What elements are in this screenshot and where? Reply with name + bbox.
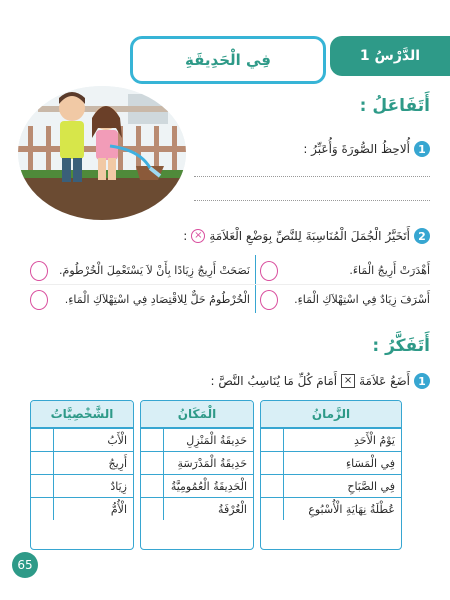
- checkbox-cell[interactable]: [261, 475, 284, 497]
- table-header: الزَّمانُ: [261, 401, 401, 428]
- table-row: [31, 474, 133, 497]
- table-cell: الْأُمُّ: [110, 502, 127, 516]
- think-question-text-a: أَضَعُ عَلاَمَةَ: [359, 374, 410, 388]
- table-cell: الْغُرْفَةُ: [218, 502, 247, 516]
- lesson-banner: [330, 36, 450, 76]
- checkbox-cell[interactable]: [261, 429, 284, 451]
- lesson-title: فِي الْحَدِيقَةِ: [185, 51, 271, 69]
- checkbox-cell[interactable]: [141, 429, 164, 451]
- think-question-row: [150, 372, 430, 390]
- answer-line-1[interactable]: [194, 176, 430, 177]
- table-row: [31, 497, 133, 520]
- lesson-label: الدَّرْسُ 1: [359, 48, 421, 64]
- table-header: الشَّخْصِيَّاتُ: [31, 401, 133, 428]
- checkbox-cell[interactable]: [141, 475, 164, 497]
- answer-oval[interactable]: [260, 261, 278, 281]
- answer-oval[interactable]: [30, 261, 48, 281]
- question-1-row: [200, 140, 430, 158]
- table-row: [31, 428, 133, 451]
- sentence-option: أَهْدَرَتْ أَرِيجُ الْمَاءَ.: [349, 263, 430, 277]
- sentence-option: نَصَحَتْ أَرِيجُ زِيَادًا بِأَنْ لاَ يَسْتَعْمِلَ الْخُرْطُومَ.: [59, 263, 250, 277]
- think-question-text-b: أَمَامَ كُلِّ مَا يُنَاسِبُ النَّصَّ :: [210, 374, 338, 388]
- x-box-icon: ×: [341, 374, 355, 388]
- answer-oval[interactable]: [30, 290, 48, 310]
- table-cell: الْأَبُ: [107, 433, 127, 447]
- question-2-colon: :: [183, 229, 188, 243]
- sentence-choices: [30, 255, 430, 315]
- question-2-row: [20, 226, 430, 246]
- table-cell: حَدِيقَةُ الْمَدْرَسَةِ: [177, 456, 247, 470]
- table-cell: عُطْلَةُ نِهَايَةِ الْأُسْبُوعِ: [308, 502, 395, 516]
- table-row: [261, 474, 401, 497]
- choices-row-divider: [30, 284, 430, 285]
- lesson-title-box: [130, 36, 326, 84]
- table-cell: زِيَادٌ: [110, 479, 127, 493]
- question-1-number: 1: [414, 141, 430, 157]
- sentence-option: الْخُرْطُومُ حَلٌّ لِلاقْتِصَادِ فِي اسْتِهْلاَكِ الْمَاءِ.: [64, 292, 250, 306]
- answer-line-2[interactable]: [194, 200, 430, 201]
- x-mark-icon: ×: [191, 229, 205, 243]
- question-1-text: أُلاحِظُ الصُّورَةَ وَأُعَبِّرُ :: [303, 142, 410, 156]
- table-row: [141, 474, 253, 497]
- table-row: [261, 428, 401, 451]
- answer-oval[interactable]: [260, 290, 278, 310]
- table-row: [261, 451, 401, 474]
- question-2-text: أَتَخَيَّرُ الْجُمَلَ الْمُنَاسِبَةَ لِلنَّصِّ بِوَضْعِ الْعَلاَمَةِ: [209, 229, 410, 243]
- table-characters: [30, 400, 134, 550]
- checkbox-cell[interactable]: [141, 498, 164, 520]
- checkbox-cell[interactable]: [261, 452, 284, 474]
- think-question-number: 1: [414, 373, 430, 389]
- checkbox-cell[interactable]: [31, 498, 54, 520]
- table-place: [140, 400, 254, 550]
- question-2-number: 2: [414, 228, 430, 244]
- table-cell: حَدِيقَةُ الْمَنْزِلِ: [186, 433, 247, 447]
- table-row: [31, 451, 133, 474]
- table-cell: أَرِيجُ: [108, 456, 127, 470]
- checkbox-cell[interactable]: [261, 498, 284, 520]
- checkbox-cell[interactable]: [141, 452, 164, 474]
- table-row: [141, 451, 253, 474]
- table-row: [141, 497, 253, 520]
- table-cell: الْحَدِيقَةُ الْعُمُومِيَّةُ: [170, 479, 247, 493]
- table-cell: يَوْمُ الْأَحَدِ: [354, 433, 395, 447]
- checkbox-cell[interactable]: [31, 475, 54, 497]
- checkbox-cell[interactable]: [31, 452, 54, 474]
- table-cell: فِي الْمَسَاءِ: [345, 456, 395, 470]
- page-number: 65: [12, 552, 38, 578]
- table-header: الْمَكَانُ: [141, 401, 253, 428]
- checkbox-cell[interactable]: [31, 429, 54, 451]
- garden-illustration: [18, 86, 186, 220]
- interact-heading: أَتَفَاعَلُ :: [359, 96, 430, 116]
- table-row: [261, 497, 401, 520]
- sentence-option: أَسْرَفَ زِيَادٌ فِي اسْتِهْلاَكِ الْمَاءِ.: [294, 292, 430, 306]
- table-row: [141, 428, 253, 451]
- table-cell: فِي الصَّبَاحِ: [347, 479, 395, 493]
- table-time: [260, 400, 402, 550]
- think-heading: أَتَفَكَّرُ :: [372, 336, 430, 356]
